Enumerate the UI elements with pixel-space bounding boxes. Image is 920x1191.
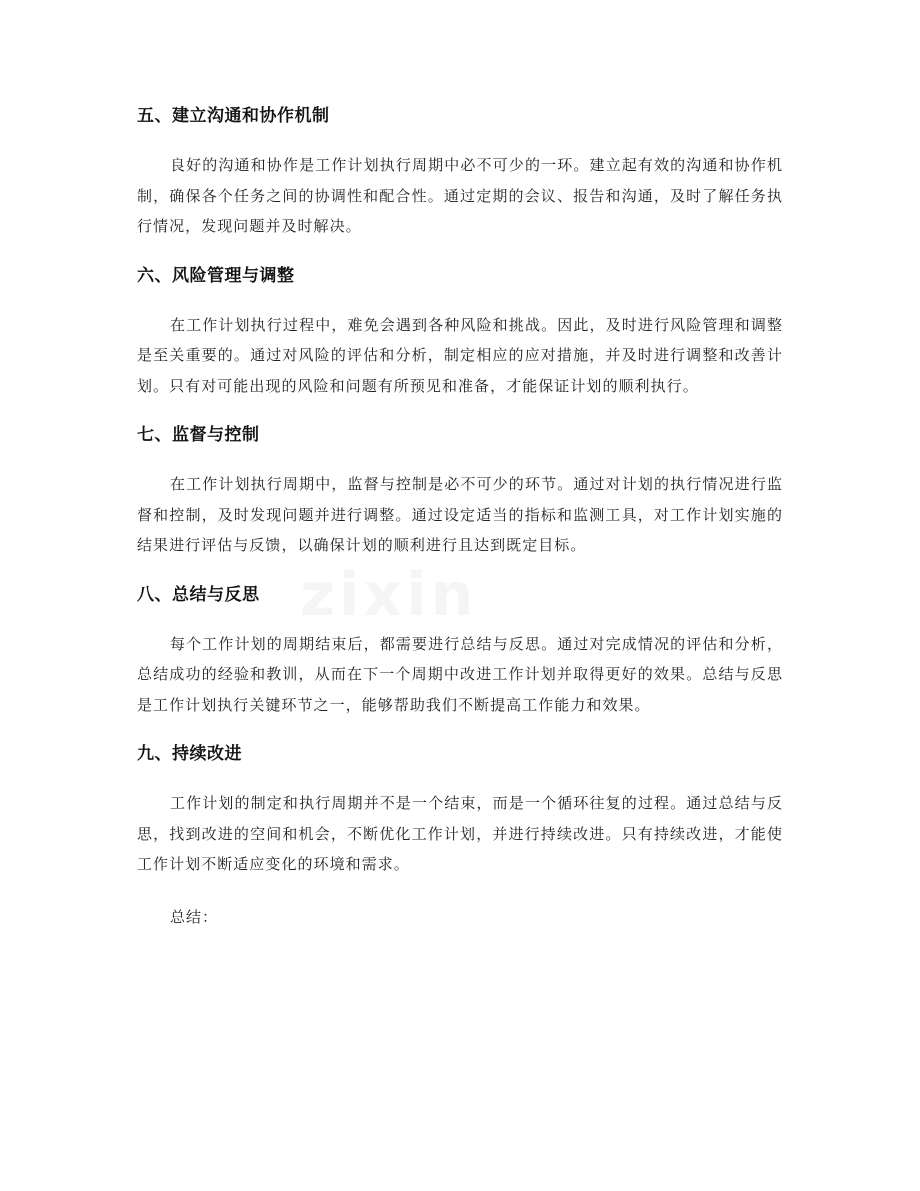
section-heading: 六、风险管理与调整 — [137, 265, 295, 286]
watermark: zixin — [300, 560, 478, 630]
section-paragraph: 在工作计划执行过程中，难免会遇到各种风险和挑战。因此，及时进行风险管理和调整是至关重要的。通过对风险的评估和分析，制定相应的应对措施，并及时进行调整和改善计划。只有对可能出现的风险和问题有所预见和准备，才能保证计划的顺利执行。 — [137, 315, 783, 395]
section-paragraph: 每个工作计划的周期结束后，都需要进行总结与反思。通过对完成情况的评估和分析，总结成功的经验和教训，从而在下一个周期中改进工作计划并取得更好的效果。总结与反思是工作计划执行关键环节之一，能够帮助我们不断提高工作能力和效果。 — [137, 634, 783, 714]
section-heading: 五、建立沟通和协作机制 — [137, 106, 330, 126]
section-heading: 七、监督与控制 — [137, 425, 260, 445]
section-risk-management — [137, 264, 783, 402]
summary-label: 总结： — [170, 907, 219, 926]
section-communication — [137, 104, 783, 242]
section-paragraph: 良好的沟通和协作是工作计划执行周期中必不可少的一环。建立起有效的沟通和协作机制，确保各个任务之间的协调性和配合性。通过定期的会议、报告和沟通，及时了解任务执行情况，发现问题并及时解决。 — [137, 156, 783, 235]
section-heading: 八、总结与反思 — [137, 584, 260, 605]
section-supervision — [137, 423, 783, 561]
section-paragraph: 在工作计划执行周期中，监督与控制是必不可少的环节。通过对计划的执行情况进行监督和控制，及时发现问题并进行调整。通过设定适当的指标和监测工具，对工作计划实施的结果进行评估与反馈，以确保计划的顺利进行且达到既定目标。 — [137, 475, 783, 554]
section-reflection — [137, 583, 783, 721]
section-heading: 九、持续改进 — [137, 744, 242, 764]
section-paragraph: 工作计划的制定和执行周期并不是一个结束，而是一个循环往复的过程。通过总结与反思，找到改进的空间和机会，不断优化工作计划，并进行持续改进。只有持续改进，才能使工作计划不断适应变化的环境和需求。 — [137, 794, 783, 873]
document-body — [137, 104, 783, 932]
section-continuous-improvement — [137, 742, 783, 880]
